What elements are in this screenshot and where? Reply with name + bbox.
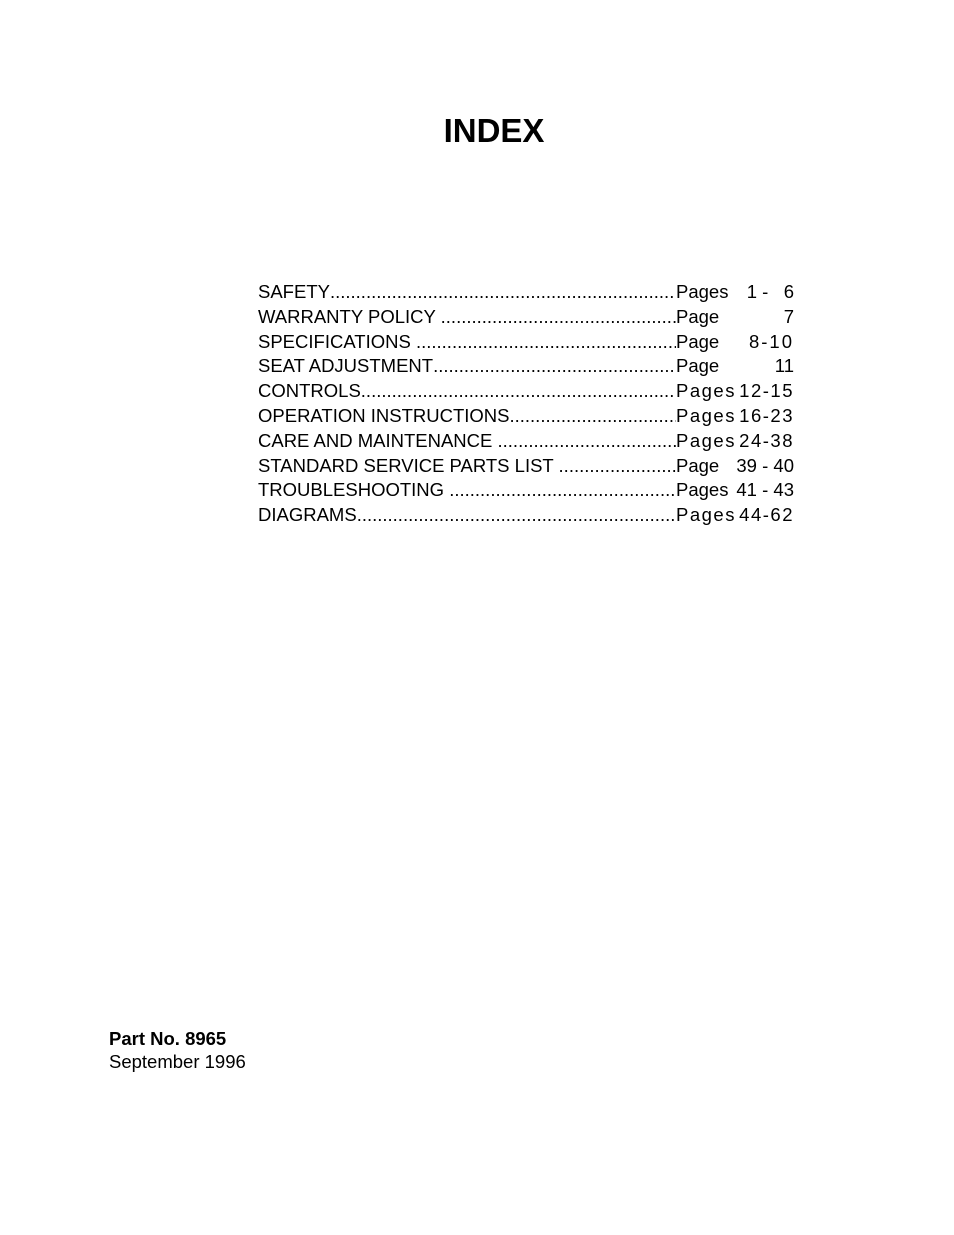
toc-page-word: Page: [676, 454, 720, 476]
toc-page-ref: [676, 380, 798, 402]
toc-page-ref: [676, 455, 798, 477]
toc-row-care-and-maintenance: [258, 430, 798, 455]
publication-date: September 1996: [109, 1051, 246, 1072]
toc-leader-dots: [433, 355, 676, 377]
toc-page-range: 7: [783, 305, 794, 327]
toc-page-ref: [676, 331, 798, 353]
toc-page-word: Page: [676, 305, 720, 327]
toc-page-range: 11: [774, 355, 794, 377]
toc-label: SAFETY: [258, 281, 330, 302]
toc-label: SPECIFICATIONS: [258, 330, 416, 352]
toc-page-range: 8-10: [748, 330, 794, 352]
toc-label: DIAGRAMS: [258, 504, 357, 526]
toc-page-range: 16-23: [739, 404, 794, 426]
table-of-contents: [258, 281, 798, 529]
toc-label: OPERATION INSTRUCTIONS: [258, 404, 510, 426]
toc-page-ref: [676, 355, 798, 377]
toc-label: TROUBLESHOOTING: [258, 479, 450, 501]
toc-page-range: 1 - 6: [746, 281, 794, 302]
page-title: INDEX: [443, 112, 545, 149]
toc-page-word: Pages: [676, 504, 736, 526]
toc-page-word: Pages: [676, 404, 736, 426]
toc-label: STANDARD SERVICE PARTS LIST: [258, 454, 559, 476]
toc-row-safety: [258, 281, 798, 306]
toc-leader-dots: [441, 306, 676, 328]
toc-label: CARE AND MAINTENANCE: [258, 429, 498, 451]
toc-page-ref: [676, 405, 798, 427]
toc-leader-dots: [559, 455, 676, 477]
toc-row-diagrams: [258, 504, 798, 529]
toc-leader-dots: [416, 331, 676, 353]
toc-page-word: Pages: [676, 429, 736, 451]
toc-page-ref: [676, 430, 798, 452]
toc-row-operation-instructions: [258, 405, 798, 430]
toc-row-seat-adjustment: [258, 355, 798, 380]
toc-page-ref: [676, 281, 798, 303]
toc-page-ref: [676, 504, 798, 526]
toc-row-specifications: [258, 331, 798, 356]
toc-page-word: Pages: [676, 479, 729, 501]
toc-label: WARRANTY POLICY: [258, 305, 441, 327]
toc-row-warranty-policy: [258, 306, 798, 331]
toc-leader-dots: [498, 430, 676, 452]
toc-page-range: 24-38: [739, 429, 794, 451]
toc-page-range: 39 - 40: [736, 454, 794, 476]
toc-leader-dots: [357, 504, 676, 526]
toc-leader-dots: [509, 405, 676, 427]
toc-page-word: Pages: [676, 380, 736, 402]
toc-leader-dots: [330, 281, 676, 303]
toc-page-ref: [676, 479, 798, 501]
toc-page-range: 12-15: [739, 380, 794, 402]
toc-page-word: Page: [676, 330, 720, 352]
toc-leader-dots: [449, 479, 676, 501]
toc-page-range: 41 - 43: [736, 479, 794, 501]
toc-label: SEAT ADJUSTMENT: [258, 355, 434, 377]
document-footer: [109, 1027, 246, 1073]
toc-page-word: Page: [676, 355, 720, 377]
toc-row-troubleshooting: [258, 479, 798, 504]
toc-page-word: Pages: [676, 281, 729, 302]
toc-page-range: 44-62: [739, 504, 794, 526]
part-number: Part No. 8965: [109, 1028, 227, 1049]
toc-leader-dots: [361, 380, 676, 402]
toc-label: CONTROLS: [258, 380, 361, 402]
toc-row-controls: [258, 380, 798, 405]
toc-row-standard-service-parts-list: [258, 455, 798, 480]
toc-page-ref: [676, 306, 798, 328]
